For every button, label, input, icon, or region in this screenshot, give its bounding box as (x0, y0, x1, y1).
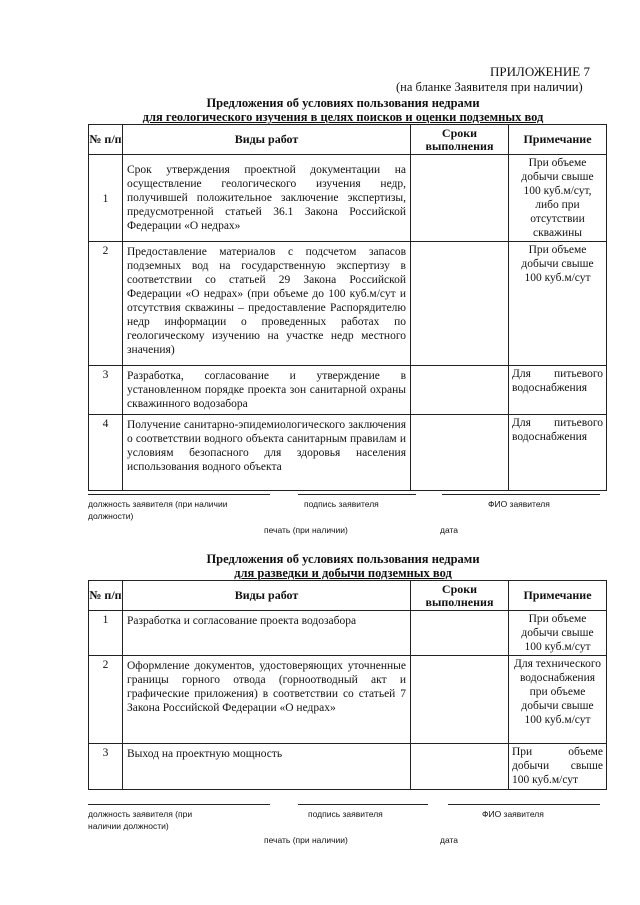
row-num: 2 (89, 242, 123, 366)
section2-title-line2: для разведки и добычи подземных вод (234, 566, 452, 580)
table-row (89, 611, 607, 656)
fio-caption: ФИО заявителя (482, 809, 544, 819)
row-note: При объеме добычи свыше 100 куб.м/сут, либо при отсутствии скважины (509, 155, 607, 242)
section1-title-line1: Предложения об условиях пользования недрами (206, 96, 480, 110)
table-row (89, 155, 607, 242)
section1-table (88, 124, 607, 491)
row-work: Предоставление материалов с подсчетом запасов подземных вод на государственную экспертизу в соответствии со статьей 29 Закона Российской Федерации «О недрах» (при объеме до 100 куб.м/сут и отсутствия скважины – предоставление Распорядителю недр информации о проведенных работах по геологическому изучению на участке недр местного значения) (123, 242, 411, 366)
fio-caption: ФИО заявителя (488, 499, 550, 509)
seal-caption: печать (при наличии) (264, 835, 348, 845)
header-note: Примечание (509, 125, 607, 155)
signature-caption: подпись заявителя (304, 499, 379, 509)
fio-line (442, 494, 600, 495)
row-num: 1 (89, 155, 123, 242)
row-num: 2 (89, 656, 123, 744)
row-work: Срок утверждения проектной документации на осуществление геологического изучения недр, получившей положительное заключение экспертизы, предусмотренной статьей 36.1 Закона Российской Федерации «О недрах» (123, 155, 411, 242)
section2-table (88, 580, 607, 790)
date-caption: дата (440, 835, 459, 845)
appendix-label: ПРИЛОЖЕНИЕ 7 (490, 64, 590, 79)
table-row (89, 744, 607, 790)
row-work: Разработка и согласование проекта водозабора (123, 611, 411, 656)
row-num: 4 (89, 415, 123, 491)
row-num: 3 (89, 366, 123, 415)
position-line (88, 494, 270, 495)
row-term[interactable] (411, 415, 509, 491)
row-term[interactable] (411, 656, 509, 744)
section2-title (88, 552, 598, 580)
header-note: Примечание (509, 581, 607, 611)
header-num: № п/п (89, 581, 123, 611)
row-num: 1 (89, 611, 123, 656)
row-term[interactable] (411, 611, 509, 656)
header-term: Сроки выполнения (411, 581, 509, 611)
row-work: Разработка, согласование и утверждение в установленном порядке проекта зон санитарной охраны скважинного водозабора (123, 366, 411, 415)
section1-header-row (89, 125, 607, 155)
section2-header-row (89, 581, 607, 611)
header-work: Виды работ (123, 581, 411, 611)
section2-title-line1: Предложения об условиях пользования недрами (206, 552, 480, 566)
section1-title-line2: для геологического изучения в целях поисков и оценки подземных вод (142, 110, 544, 124)
row-term[interactable] (411, 744, 509, 790)
section1-title (88, 96, 598, 124)
row-term[interactable] (411, 242, 509, 366)
row-note: Для питьевого водоснабжения (509, 415, 607, 491)
row-note: При объеме добычи свыше 100 куб.м/сут (509, 242, 607, 366)
date-caption: дата (440, 525, 459, 535)
row-work: Оформление документов, удостоверяющих уточненные границы горного отвода (горноотводный акт и графические приложения) в соответствии со статьей 7 Закона Российской Федерации «О недрах» (123, 656, 411, 744)
table-row (89, 242, 607, 366)
signature-block-2 (88, 804, 600, 854)
row-term[interactable] (411, 366, 509, 415)
signature-line (298, 494, 416, 495)
table-row (89, 656, 607, 744)
applicant-letterhead-note: (на бланке Заявителя при наличии) (396, 80, 583, 94)
position-caption: должность заявителя (при наличии должности) (88, 499, 228, 521)
seal-caption: печать (при наличии) (264, 525, 348, 535)
header-term: Сроки выполнения (411, 125, 509, 155)
row-work: Получение санитарно-эпидемиологического заключения о соответствии водного объекта санитарным правилам и условиям безопасного для здоровья населения использования водного объекта (123, 415, 411, 491)
row-note: При объеме добычи свыше 100 куб.м/сут (509, 744, 607, 790)
position-line (88, 804, 270, 805)
row-work: Выход на проектную мощность (123, 744, 411, 790)
header-work: Виды работ (123, 125, 411, 155)
signature-caption: подпись заявителя (308, 809, 383, 819)
row-note: При объеме добычи свыше 100 куб.м/сут (509, 611, 607, 656)
fio-line (448, 804, 600, 805)
table-row (89, 415, 607, 491)
table-row (89, 366, 607, 415)
signature-line (298, 804, 428, 805)
row-term[interactable] (411, 155, 509, 242)
row-note: Для технического водоснабжения при объеме добычи свыше 100 куб.м/сут (509, 656, 607, 744)
row-num: 3 (89, 744, 123, 790)
header-num: № п/п (89, 125, 123, 155)
signature-block-1 (88, 494, 600, 544)
row-note: Для питьевого водоснабжения (509, 366, 607, 415)
position-caption: должность заявителя (при наличии должности) (88, 809, 193, 831)
